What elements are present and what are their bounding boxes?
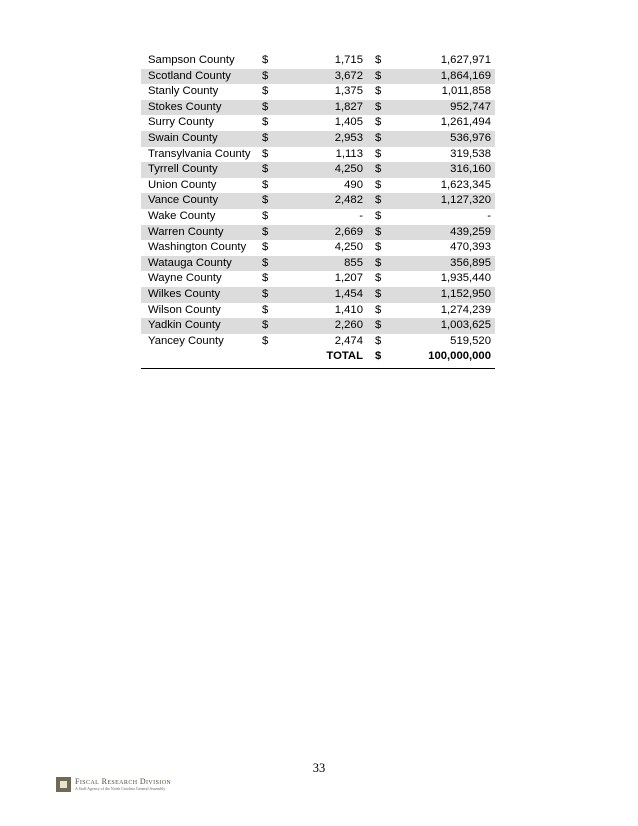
dollar-sign: $	[262, 318, 272, 334]
county-name: Yancey County	[148, 334, 224, 347]
dollar-sign: $	[262, 241, 269, 254]
value-2: 1,627,971	[440, 54, 491, 66]
county-name: Scotland County	[141, 69, 262, 85]
value-1: 3,672	[272, 69, 371, 85]
county-name: Vance County	[141, 193, 262, 209]
dollar-sign: $	[371, 100, 387, 116]
value-2: 1,152,950	[387, 287, 495, 303]
table-row	[141, 271, 495, 287]
value-2: 470,393	[450, 241, 491, 254]
dollar-sign: $	[262, 178, 269, 191]
table-row	[141, 178, 495, 194]
value-1: 1,207	[334, 272, 363, 285]
county-name: Stanly County	[148, 85, 219, 98]
table-row	[141, 256, 495, 272]
dollar-sign: $	[375, 147, 382, 160]
county-name: Wayne County	[148, 272, 222, 285]
dollar-sign: $	[262, 287, 272, 303]
county-name: Transylvania County	[148, 147, 251, 160]
county-name: Wilkes County	[141, 287, 262, 303]
county-name: Stokes County	[141, 100, 262, 116]
value-2: 519,520	[450, 334, 491, 347]
table-row	[141, 225, 495, 241]
dollar-sign: $	[262, 303, 269, 316]
value-2: 1,935,440	[440, 272, 491, 285]
table-row	[141, 240, 495, 256]
dollar-sign: $	[262, 100, 272, 116]
county-name: Yadkin County	[141, 318, 262, 334]
table-row	[141, 69, 495, 85]
table-row	[141, 84, 495, 100]
dollar-sign: $	[262, 147, 269, 160]
value-1: -	[359, 209, 363, 222]
logo-text	[75, 778, 171, 791]
value-1: 1,113	[335, 147, 363, 160]
dollar-sign: $	[375, 54, 382, 66]
value-2: 1,274,239	[440, 303, 491, 316]
table-row	[141, 131, 495, 147]
county-name: Wake County	[148, 209, 216, 222]
value-2: 1,261,494	[440, 116, 491, 129]
logo-title: Fiscal Research Division	[75, 776, 172, 786]
dollar-sign: $	[262, 54, 269, 66]
value-2: 1,003,625	[387, 318, 495, 334]
total-spacer	[141, 349, 262, 365]
value-2: 1,864,169	[387, 69, 495, 85]
value-1: 2,669	[272, 225, 371, 241]
dollar-sign: $	[262, 272, 269, 285]
dollar-sign: $	[262, 85, 269, 98]
total-dollar-sign: $	[375, 350, 382, 363]
fiscal-research-logo-icon	[56, 777, 71, 792]
county-name: Washington County	[148, 241, 247, 254]
dollar-sign: $	[262, 209, 269, 222]
value-2: 536,976	[387, 131, 495, 147]
value-2: 952,747	[387, 100, 495, 116]
value-1: 1,827	[272, 100, 371, 116]
value-1: 1,405	[334, 116, 363, 129]
county-name: Tyrrell County	[141, 162, 262, 178]
county-name: Swain County	[141, 131, 262, 147]
value-1: 855	[272, 256, 371, 272]
county-name: Warren County	[141, 225, 262, 241]
dollar-sign: $	[375, 178, 382, 191]
county-name: Watauga County	[141, 256, 262, 272]
total-row	[141, 349, 495, 365]
value-2: 316,160	[387, 162, 495, 178]
table-row	[141, 318, 495, 334]
table-row	[141, 100, 495, 116]
dollar-sign: $	[371, 287, 387, 303]
dollar-sign: $	[262, 131, 272, 147]
dollar-sign: $	[375, 85, 382, 98]
dollar-sign: $	[371, 131, 387, 147]
dollar-sign: $	[375, 116, 382, 129]
county-name: Union County	[148, 178, 217, 191]
value-1: 2,953	[272, 131, 371, 147]
value-2: -	[487, 209, 491, 222]
county-name: Surry County	[148, 116, 214, 129]
table-row	[141, 147, 495, 163]
dollar-sign: $	[262, 193, 272, 209]
value-1: 2,474	[334, 334, 363, 347]
value-1: 490	[344, 178, 363, 191]
dollar-sign: $	[375, 303, 382, 316]
logo-subtitle: A Staff Agency of the North Carolina General Assembly	[75, 785, 166, 791]
total-spacer-2	[262, 349, 272, 365]
county-name: Sampson County	[148, 54, 235, 66]
dollar-sign: $	[262, 256, 272, 272]
value-1: 1,454	[272, 287, 371, 303]
dollar-sign: $	[262, 116, 269, 129]
dollar-sign: $	[375, 272, 382, 285]
table-row	[141, 162, 495, 178]
table-row	[141, 209, 495, 225]
table-row	[141, 303, 495, 319]
value-2: 1,623,345	[440, 178, 491, 191]
dollar-sign: $	[375, 209, 382, 222]
county-name: Wilson County	[148, 303, 221, 316]
value-2: 1,127,320	[387, 193, 495, 209]
dollar-sign: $	[371, 193, 387, 209]
footer-logo	[56, 774, 171, 794]
table-row	[141, 193, 495, 209]
dollar-sign: $	[262, 225, 272, 241]
dollar-sign: $	[375, 241, 382, 254]
value-2: 439,259	[387, 225, 495, 241]
value-1: 4,250	[334, 241, 363, 254]
total-underline	[141, 368, 495, 369]
value-1: 1,715	[334, 54, 363, 66]
value-2: 319,538	[450, 147, 491, 160]
page-number: 33	[312, 761, 326, 775]
total-value: 100,000,000	[428, 350, 491, 363]
dollar-sign: $	[371, 69, 387, 85]
dollar-sign: $	[262, 69, 272, 85]
dollar-sign: $	[262, 162, 272, 178]
dollar-sign: $	[375, 334, 382, 347]
value-2: 356,895	[387, 256, 495, 272]
dollar-sign: $	[371, 162, 387, 178]
table-row	[141, 334, 495, 350]
value-1: 2,260	[272, 318, 371, 334]
value-1: 2,482	[272, 193, 371, 209]
dollar-sign: $	[262, 334, 269, 347]
value-1: 1,375	[334, 85, 363, 98]
table-row	[141, 115, 495, 131]
dollar-sign: $	[371, 318, 387, 334]
table-body	[141, 53, 495, 349]
total-label: TOTAL	[326, 350, 363, 363]
dollar-sign: $	[371, 256, 387, 272]
county-allocation-table	[141, 53, 495, 365]
table-row	[141, 287, 495, 303]
value-1: 1,410	[334, 303, 363, 316]
value-2: 1,011,858	[441, 85, 491, 98]
table-row	[141, 53, 495, 69]
dollar-sign: $	[371, 225, 387, 241]
value-1: 4,250	[272, 162, 371, 178]
